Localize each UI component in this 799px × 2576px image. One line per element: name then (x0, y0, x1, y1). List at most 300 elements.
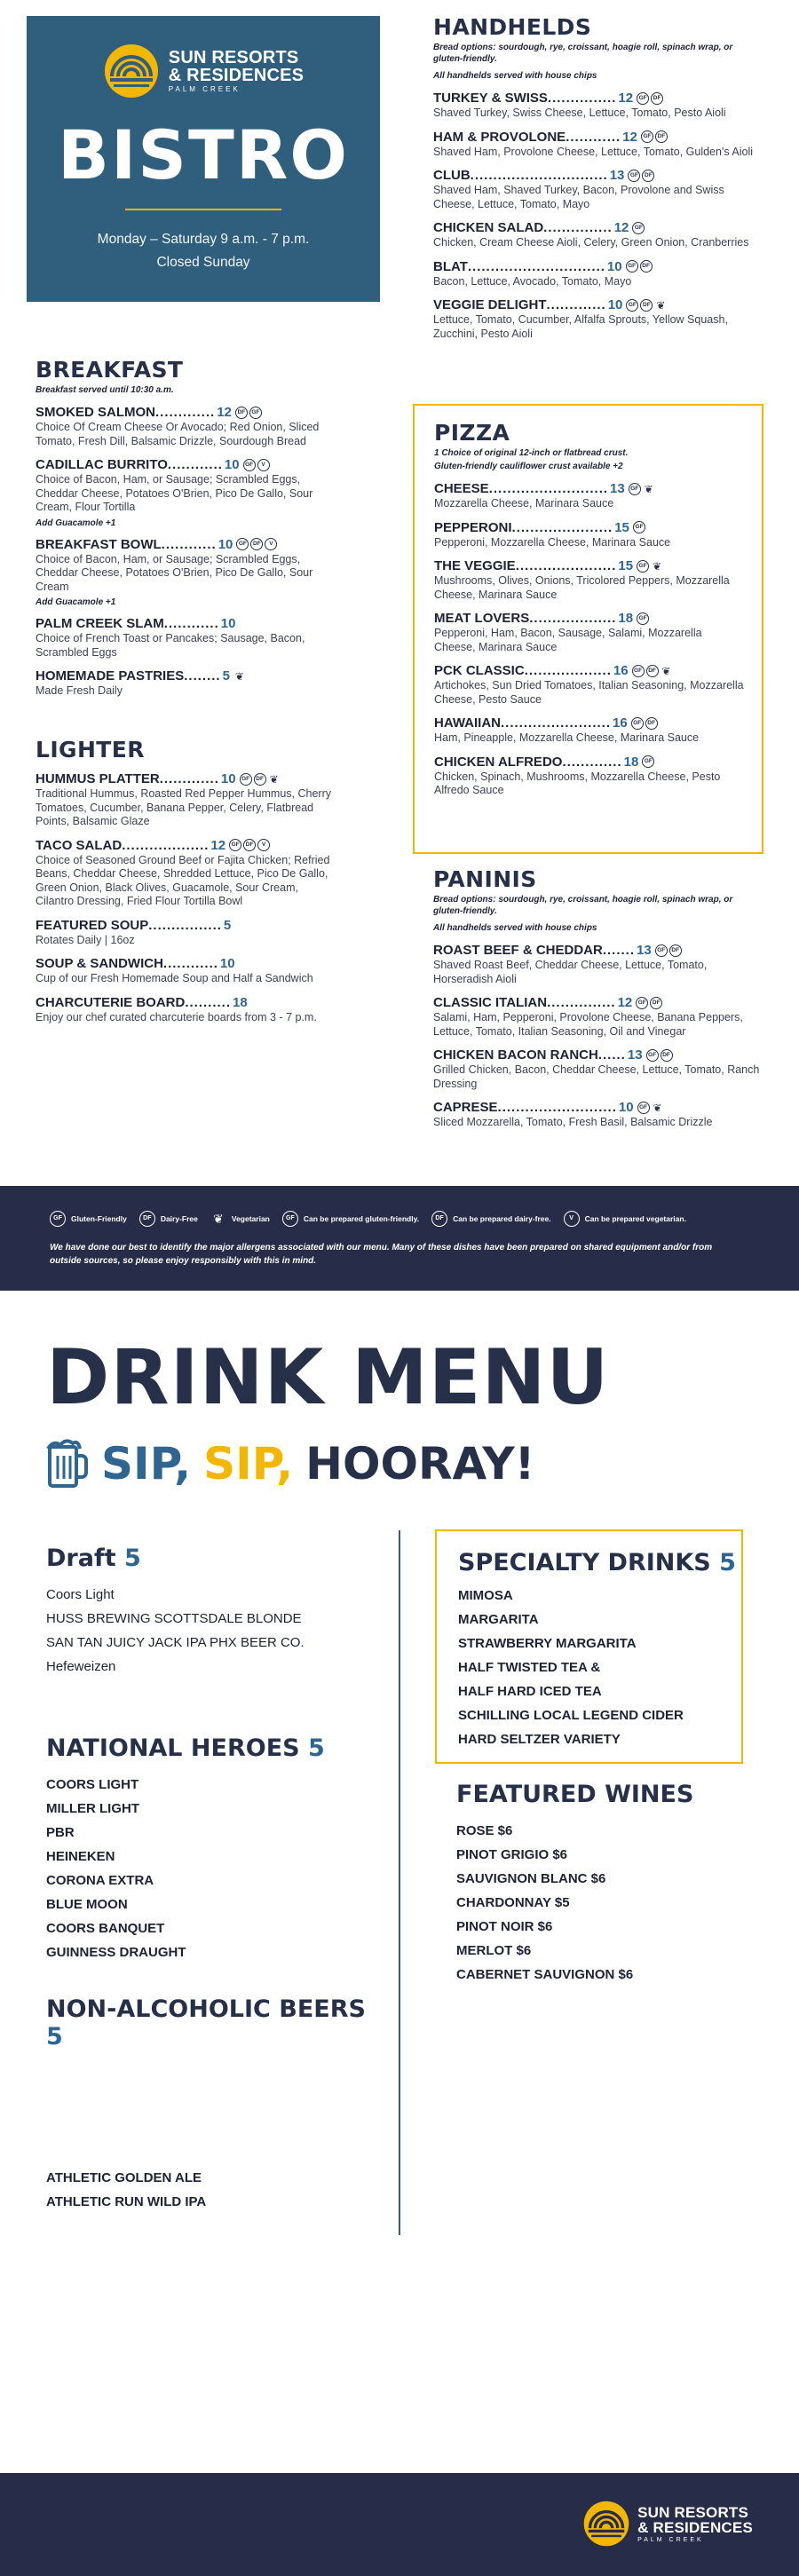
wines-title: FEATURED WINES (456, 1781, 694, 1808)
column-divider (399, 1530, 400, 2235)
dietary-icons (629, 483, 655, 495)
menu-item-dots: .............................. (470, 168, 608, 183)
menu-item (434, 611, 744, 654)
gf-badge-icon: GF (641, 130, 653, 143)
menu-item-name: HAM & PROVOLONE (433, 129, 566, 145)
menu-item-row (36, 956, 337, 971)
menu-item-description: Choice of Seasoned Ground Beef or Fajita Chicken; Refried Beans, Cheddar Cheese, Shredded Lettuce, Pico De Gallo, Green Onion, Black Olives, Guacamole, Sour Cream, Cilantro Dressing, Fried Flour Tortilla Bowl (36, 853, 330, 907)
closed-text: Closed Sunday (156, 255, 250, 270)
menu-item-name: PCK CLASSIC (434, 663, 525, 678)
paninis-section (433, 866, 762, 1130)
national-heroes-price: 5 (308, 1734, 325, 1762)
vegetarian-leaf-icon: ❦ (656, 298, 666, 312)
menu-item-description: Choice of French Toast or Pancakes; Sausage, Bacon, Scrambled Eggs (36, 632, 305, 659)
menu-item-addon: Add Guacamole +1 (36, 518, 116, 528)
df-badge-icon: DF (646, 665, 659, 677)
df-badge-icon: DF (139, 1211, 155, 1227)
section-note: Bread options: sourdough, rye, croissant, hoagie roll, spinach wrap, or gluten-friendly. (433, 43, 733, 64)
menu-item-dots: ........................ (501, 715, 612, 731)
section-note: Bread options: sourdough, rye, croissant, hoagie roll, spinach wrap, or gluten-friendly. (433, 895, 733, 916)
menu-item (433, 220, 762, 250)
menu-item-name: HAWAIIAN (434, 715, 501, 731)
menu-item-price: 10 (219, 956, 235, 971)
menu-item (434, 520, 744, 550)
drink-item: PINOT NOIR $6 (456, 1919, 553, 1934)
menu-item-row (433, 1047, 762, 1063)
df-badge-icon: DF (640, 299, 653, 312)
section-note-2: All handhelds served with house chips (433, 71, 597, 81)
legend-item (50, 1211, 127, 1227)
menu-item-row (434, 520, 744, 535)
menu-item-row (433, 259, 762, 274)
drink-item: HALF HARD ICED TEA (458, 1684, 602, 1699)
df-badge-icon: DF (640, 260, 653, 273)
menu-item-description: Choice of Bacon, Ham, or Sausage; Scrambled Eggs, Cheddar Cheese, Potatoes O'Brien, Pico De Gallo, Sour Cream, Flour Tortilla (36, 473, 313, 513)
menu-item-dots: ............. (562, 754, 622, 770)
menu-item-description: Shaved Roast Beef, Cheddar Cheese, Lettuce, Tomato, Horseradish Aioli (433, 959, 708, 985)
drink-item: STRAWBERRY MARGARITA (458, 1636, 637, 1651)
menu-item-price: 10 (224, 457, 240, 472)
non-alcoholic-heading (46, 1995, 384, 2051)
menu-item-description: Pepperoni, Mozzarella Cheese, Marinara Sauce (434, 535, 671, 549)
menu-item-addon: Add Guacamole +1 (36, 597, 116, 607)
menu-item-price: 10 (618, 1100, 634, 1115)
menu-item-name: CHICKEN BACON RANCH (433, 1047, 598, 1063)
gf-badge-icon: GF (626, 299, 638, 312)
v-badge-icon: V (564, 1211, 580, 1227)
menu-item-row (36, 771, 337, 786)
menu-item-dots: ...................... (515, 558, 617, 573)
dietary-icons (655, 944, 682, 957)
dietary-icons (632, 222, 645, 234)
menu-item-row (36, 537, 337, 552)
menu-item (36, 995, 337, 1025)
menu-item-description: Choice Of Cream Cheese Or Avocado; Red Onion, Sliced Tomato, Fresh Dill, Balsamic Drizzle, Sourdough Bread (36, 421, 320, 447)
menu-item-row (433, 995, 762, 1010)
pizza-section (413, 404, 763, 854)
dietary-icons (646, 1049, 673, 1062)
gf-badge-icon: GF (637, 1102, 650, 1114)
vegetarian-leaf-icon: ❦ (213, 1212, 224, 1226)
slogan-sip-1: SIP, (101, 1438, 192, 1489)
gf-badge-icon: GF (626, 260, 638, 273)
menu-item-description: Ham, Pineapple, Mozzarella Cheese, Marinara Sauce (434, 731, 700, 744)
menu-item-price: 12 (217, 405, 232, 420)
pizza-items (434, 481, 744, 798)
drink-item: COORS LIGHT (46, 1777, 139, 1792)
menu-item-description: Chicken, Spinach, Mushrooms, Mozzarella Cheese, Pesto Alfredo Sauce (434, 770, 721, 796)
menu-item-description: Artichokes, Sun Dried Tomatoes, Italian Seasoning, Mozzarella Cheese, Pesto Sauce (434, 679, 744, 706)
menu-item-row (36, 918, 337, 933)
draft-heading (46, 1545, 384, 1572)
section-title: HANDHELDS (433, 14, 592, 40)
drink-item: SCHILLING LOCAL LEGEND CIDER (458, 1708, 684, 1723)
drink-item: PBR (46, 1825, 75, 1840)
menu-item-price: 16 (613, 715, 628, 731)
menu-item-row (434, 663, 744, 678)
menu-item-dots: ...... (597, 1047, 626, 1063)
menu-item (36, 457, 337, 528)
menu-item-row (36, 405, 337, 420)
brand-line-1: SUN RESORTS (168, 48, 299, 67)
menu-item (36, 405, 337, 448)
df-badge-icon: DF (642, 170, 654, 182)
breakfast-section (36, 357, 337, 699)
menu-item-row (434, 755, 744, 770)
section-title: BREAKFAST (36, 357, 184, 383)
menu-item (433, 995, 762, 1039)
drink-item: GUINNESS DRAUGHT (46, 1945, 186, 1960)
drink-item: MILLER LIGHT (46, 1801, 139, 1816)
menu-item-dots: ........ (184, 668, 221, 684)
menu-item (433, 91, 762, 121)
df-badge-icon: DF (655, 130, 668, 143)
vegetarian-leaf-icon: ❦ (661, 664, 671, 677)
dietary-icons (633, 521, 645, 533)
menu-item-dots: ............ (167, 457, 223, 472)
sun-logo-icon (582, 2500, 630, 2548)
national-heroes-list (46, 1773, 384, 1964)
brand-line-3: PALM CREEK (168, 85, 241, 93)
vegetarian-leaf-icon: ❦ (644, 482, 653, 495)
menu-item-description: Pepperoni, Ham, Bacon, Sausage, Salami, Mozzarella Cheese, Marinara Sauce (434, 627, 702, 653)
legend-label: Can be prepared dairy-free. (453, 1214, 551, 1223)
vegetarian-leaf-icon: ❦ (269, 772, 279, 786)
vegetarian-leaf-icon: ❦ (653, 1101, 662, 1114)
menu-item-name: BREAKFAST BOWL (36, 536, 162, 552)
menu-item-row (433, 220, 762, 235)
menu-item (434, 755, 744, 798)
gf-badge-icon: GF (636, 997, 648, 1009)
drink-item: HARD SELTZER VARIETY (458, 1732, 621, 1747)
menu-item-row (434, 715, 744, 731)
menu-item (433, 130, 762, 160)
brand-line-2: & RESIDENCES (168, 66, 305, 85)
legend-label: Can be prepared gluten-friendly. (303, 1214, 420, 1223)
draft-price: 5 (124, 1545, 141, 1572)
gf-badge-icon: GF (655, 944, 668, 957)
df-badge-icon: DF (650, 997, 662, 1009)
menu-item-description: Sliced Mozzarella, Tomato, Fresh Basil, Balsamic Drizzle (433, 1116, 713, 1128)
brand-line-3: PALM CREEK (637, 2536, 704, 2543)
menu-item (433, 943, 762, 986)
menu-item-price: 5 (222, 668, 230, 684)
menu-item-name: FEATURED SOUP (36, 917, 149, 933)
handhelds-items (433, 91, 762, 341)
menu-item-dots: ................... (524, 663, 612, 678)
menu-item (433, 1100, 762, 1130)
draft-title: Draft (46, 1545, 116, 1572)
dietary-icons (236, 538, 277, 550)
menu-item-price: 10 (218, 536, 233, 552)
dietary-icons (243, 459, 270, 471)
dietary-icons (626, 260, 653, 273)
menu-item-name: THE VEGGIE (434, 558, 516, 573)
menu-item (36, 918, 337, 948)
footer-logo (582, 2500, 753, 2548)
menu-item-dots: ............... (543, 220, 613, 235)
drink-item: CHARDONNAY $5 (456, 1895, 570, 1910)
gf-badge-icon: GF (633, 521, 645, 533)
menu-item-description: Mozzarella Cheese, Marinara Sauce (434, 497, 614, 510)
section-title: LIGHTER (36, 737, 145, 763)
specialty-heading (458, 1549, 741, 1576)
menu-item-name: HOMEMADE PASTRIES (36, 668, 185, 684)
drink-item: PINOT GRIGIO $6 (456, 1847, 568, 1862)
menu-item-dots: ............ (162, 956, 218, 971)
menu-item-dots: ............... (547, 995, 616, 1010)
dietary-icons (233, 670, 246, 683)
wines-list (456, 1819, 758, 1987)
gf-badge-icon: GF (637, 560, 649, 573)
menu-item-row (433, 168, 762, 183)
menu-item-name: CLASSIC ITALIAN (433, 995, 548, 1010)
menu-item-name: TACO SALAD (36, 837, 123, 853)
section-title: PANINIS (433, 866, 537, 892)
menu-item-price: 12 (613, 220, 629, 235)
sun-logo-icon (103, 43, 160, 99)
vegetarian-leaf-icon: ❦ (234, 669, 244, 683)
drink-item: HUSS BREWING SCOTTSDALE BLONDE (46, 1611, 302, 1626)
menu-item-row (433, 130, 762, 145)
menu-item (433, 297, 762, 341)
menu-item-name: SOUP & SANDWICH (36, 956, 163, 971)
drink-item: ATHLETIC RUN WILD IPA (46, 2194, 207, 2209)
specialty-drinks-section (435, 1529, 743, 1764)
menu-item-price: 10 (607, 297, 623, 312)
menu-item-description: Lettuce, Tomato, Cucumber, Alfalfa Sprouts, Yellow Squash, Zucchini, Pesto Aioli (433, 313, 728, 340)
gf-badge-icon: GF (629, 483, 641, 495)
dietary-icons (631, 717, 658, 730)
non-alcoholic-list (46, 2166, 384, 2214)
drink-item: COORS BANQUET (46, 1921, 165, 1936)
menu-item-description: Salami, Ham, Pepperoni, Provolone Cheese, Banana Peppers, Lettuce, Tomato, Italian Seasoning, Oil and Vinegar (433, 1011, 743, 1038)
drink-item: HEINEKEN (46, 1849, 115, 1864)
menu-item-row (434, 481, 744, 496)
legend-label: Vegetarian (231, 1214, 270, 1223)
gf-badge-icon: GF (637, 612, 649, 625)
menu-item-description: Rotates Daily | 16oz (36, 933, 135, 946)
menu-item-description: Chicken, Cream Cheese Aioli, Celery, Green Onion, Cranberries (433, 236, 749, 249)
brand-line-2: & RESIDENCES (637, 2518, 753, 2536)
breakfast-items (36, 405, 337, 699)
menu-item-dots: ................... (529, 611, 617, 626)
gf-badge-icon: GF (236, 538, 249, 550)
slogan-sip-2: SIP, (203, 1438, 294, 1489)
menu-item (433, 1047, 762, 1091)
legend-label: Dairy-Free (160, 1214, 198, 1223)
bistro-title: BISTRO (58, 115, 349, 194)
dietary-icons (637, 1102, 664, 1114)
gf-badge-icon: GF (249, 407, 262, 419)
menu-item-row (36, 668, 337, 684)
specialty-list (458, 1584, 741, 1751)
menu-item-description: Enjoy our chef curated charcuterie boards from 3 - 7 p.m. (36, 1010, 317, 1023)
allergen-bar (0, 1186, 799, 1291)
menu-item-description: Shaved Turkey, Swiss Cheese, Lettuce, Tomato, Pesto Aioli (433, 107, 726, 119)
gf-badge-icon: GF (632, 665, 645, 677)
menu-item-name: HUMMUS PLATTER (36, 771, 160, 786)
menu-item (433, 168, 762, 211)
v-badge-icon: V (257, 459, 270, 471)
menu-item-dots: .......................... (488, 481, 609, 496)
footer (0, 2473, 799, 2576)
menu-item-dots: ............ (566, 129, 621, 145)
df-badge-icon: DF (651, 92, 663, 105)
menu-item (36, 616, 337, 660)
menu-item-row (36, 995, 337, 1010)
drink-item: MIMOSA (458, 1588, 513, 1603)
menu-item (36, 668, 337, 699)
menu-item-price: 10 (220, 771, 236, 786)
menu-item-dots: ................ (148, 917, 222, 933)
menu-item-name: VEGGIE DELIGHT (433, 297, 547, 312)
national-heroes-section (46, 1734, 384, 1964)
brand-line-1: SUN RESORTS (637, 2503, 749, 2521)
menu-item (434, 481, 744, 511)
section-note: 1 Choice of original 12-inch or flatbread crust. (434, 448, 629, 458)
df-badge-icon: DF (250, 538, 263, 550)
df-badge-icon: DF (661, 1049, 673, 1062)
menu-item-price: 18 (618, 611, 634, 626)
legend-item (210, 1211, 270, 1227)
dietary-icons (229, 839, 270, 851)
menu-item-dots: ................... (122, 837, 210, 853)
df-badge-icon: DF (235, 407, 248, 419)
legend-label: Gluten-Friendly (71, 1214, 127, 1223)
drink-item: BLUE MOON (46, 1897, 128, 1912)
menu-item-description: Traditional Hummus, Roasted Red Pepper Hummus, Cherry Tomatoes, Cucumber, Banana Pepper, Celery, Flatbread Points, Balsamic Glaze (36, 787, 331, 827)
v-badge-icon: V (265, 538, 277, 550)
menu-item-name: CHICKEN SALAD (433, 220, 544, 235)
dietary-icons (637, 92, 663, 105)
menu-item-dots: ....... (602, 943, 636, 958)
menu-item-dots: .......................... (497, 1100, 617, 1115)
dietary-icons (632, 665, 673, 677)
menu-item-price: 12 (617, 995, 633, 1010)
dietary-icons (636, 997, 662, 1009)
specialty-price: 5 (719, 1549, 736, 1576)
menu-item-name: CAPRESE (433, 1100, 498, 1115)
menu-item-row (36, 616, 337, 631)
drink-item: MARGARITA (458, 1612, 539, 1627)
section-note-2: All handhelds served with house chips (433, 923, 597, 933)
dietary-icons (642, 755, 654, 768)
menu-item-description: Bacon, Lettuce, Avocado, Tomato, Mayo (433, 274, 632, 288)
menu-item-description: Mushrooms, Olives, Onions, Tricolored Peppers, Mozzarella Cheese, Marinara Sauce (434, 574, 730, 601)
menu-item-dots: ............ (163, 616, 219, 631)
menu-item-name: CADILLAC BURRITO (36, 457, 168, 472)
menu-item-name: PEPPERONI (434, 519, 512, 535)
section-note-2: Gluten-friendly cauliflower crust available +2 (434, 462, 623, 471)
menu-item-description: Cup of our Fresh Homemade Soup and Half a Sandwich (36, 972, 313, 984)
menu-item-description: Made Fresh Daily (36, 684, 123, 697)
menu-item-price: 13 (609, 168, 625, 183)
drink-menu-title: DRINK MENU (46, 1333, 610, 1422)
menu-item-dots: ............ (161, 536, 217, 552)
drink-item: ATHLETIC GOLDEN ALE (46, 2170, 202, 2185)
drink-item: Coors Light (46, 1587, 115, 1602)
menu-item-name: CLUB (433, 168, 471, 183)
menu-item-name: CHEESE (434, 481, 489, 496)
dietary-icons (641, 130, 668, 143)
legend-item (431, 1211, 551, 1227)
df-badge-icon: DF (254, 773, 266, 786)
menu-item-name: PALM CREEK SLAM (36, 616, 164, 631)
menu-item-dots: ............... (547, 91, 617, 106)
menu-item-description: Choice of Bacon, Ham, or Sausage; Scrambled Eggs, Cheddar Cheese, Potatoes O'Brien, Pico De Gallo, Sour Cream (36, 552, 313, 593)
menu-item (434, 558, 744, 602)
dietary-icons (628, 170, 654, 182)
vegetarian-leaf-icon: ❦ (653, 559, 662, 573)
gf-badge-icon: GF (631, 717, 644, 730)
menu-item-row (36, 838, 337, 853)
gf-badge-icon: GF (240, 773, 252, 786)
menu-item-price: 15 (614, 519, 629, 535)
drink-item: Hefeweizen (46, 1659, 116, 1674)
menu-item-name: MEAT LOVERS (434, 611, 530, 626)
menu-item-price: 18 (233, 994, 248, 1010)
bistro-hero (27, 16, 380, 302)
menu-item (434, 663, 744, 707)
menu-item-name: CHICKEN ALFREDO (434, 754, 563, 770)
specialty-title: SPECIALTY DRINKS (458, 1549, 711, 1576)
menu-item-price: 12 (618, 91, 634, 106)
menu-item-price: 15 (618, 558, 634, 573)
menu-item-dots: ............. (159, 771, 219, 786)
draft-section (46, 1545, 384, 1679)
hero-divider (125, 209, 281, 210)
menu-item (36, 956, 337, 986)
dietary-icons (626, 299, 667, 312)
menu-item-price: 10 (220, 616, 236, 631)
drink-item: ROSE $6 (456, 1823, 513, 1838)
non-alcoholic-price: 5 (46, 2023, 63, 2051)
menu-item-row (433, 1100, 762, 1115)
menu-item-name: SMOKED SALMON (36, 405, 155, 420)
df-badge-icon: DF (645, 717, 658, 730)
menu-item-row (433, 943, 762, 958)
gf-badge-icon: GF (282, 1211, 298, 1227)
legend-item (564, 1211, 686, 1227)
menu-item-row (434, 611, 744, 626)
gf-badge-icon: GF (632, 222, 645, 234)
menu-item-dots: ............. (546, 297, 606, 312)
menu-item-row (434, 558, 744, 573)
menu-item-price: 10 (606, 258, 622, 274)
gf-badge-icon: GF (642, 755, 654, 768)
handhelds-section (433, 14, 762, 341)
slogan-hooray: HOORAY! (305, 1438, 535, 1489)
menu-item-price: 12 (210, 837, 226, 853)
menu-item-description: Grilled Chicken, Bacon, Cheddar Cheese, Lettuce, Tomato, Ranch Dressing (433, 1063, 760, 1090)
menu-item-description: Shaved Ham, Provolone Cheese, Lettuce, Tomato, Gulden's Aioli (433, 145, 754, 158)
menu-item-price: 13 (627, 1047, 643, 1063)
menu-item (433, 259, 762, 289)
menu-item (36, 838, 337, 909)
menu-item-price: 13 (610, 481, 625, 496)
featured-wines-section (456, 1781, 758, 1987)
dietary-icons (637, 612, 649, 625)
section-title: PIZZA (434, 420, 510, 446)
drink-item: CORONA EXTRA (46, 1873, 154, 1888)
gf-badge-icon: GF (628, 170, 640, 182)
menu-item-name: TURKEY & SWISS (433, 91, 548, 106)
df-badge-icon: DF (243, 839, 256, 851)
wines-heading (456, 1781, 758, 1808)
dietary-icons (235, 407, 262, 419)
menu-item-dots: ...................... (511, 519, 613, 535)
